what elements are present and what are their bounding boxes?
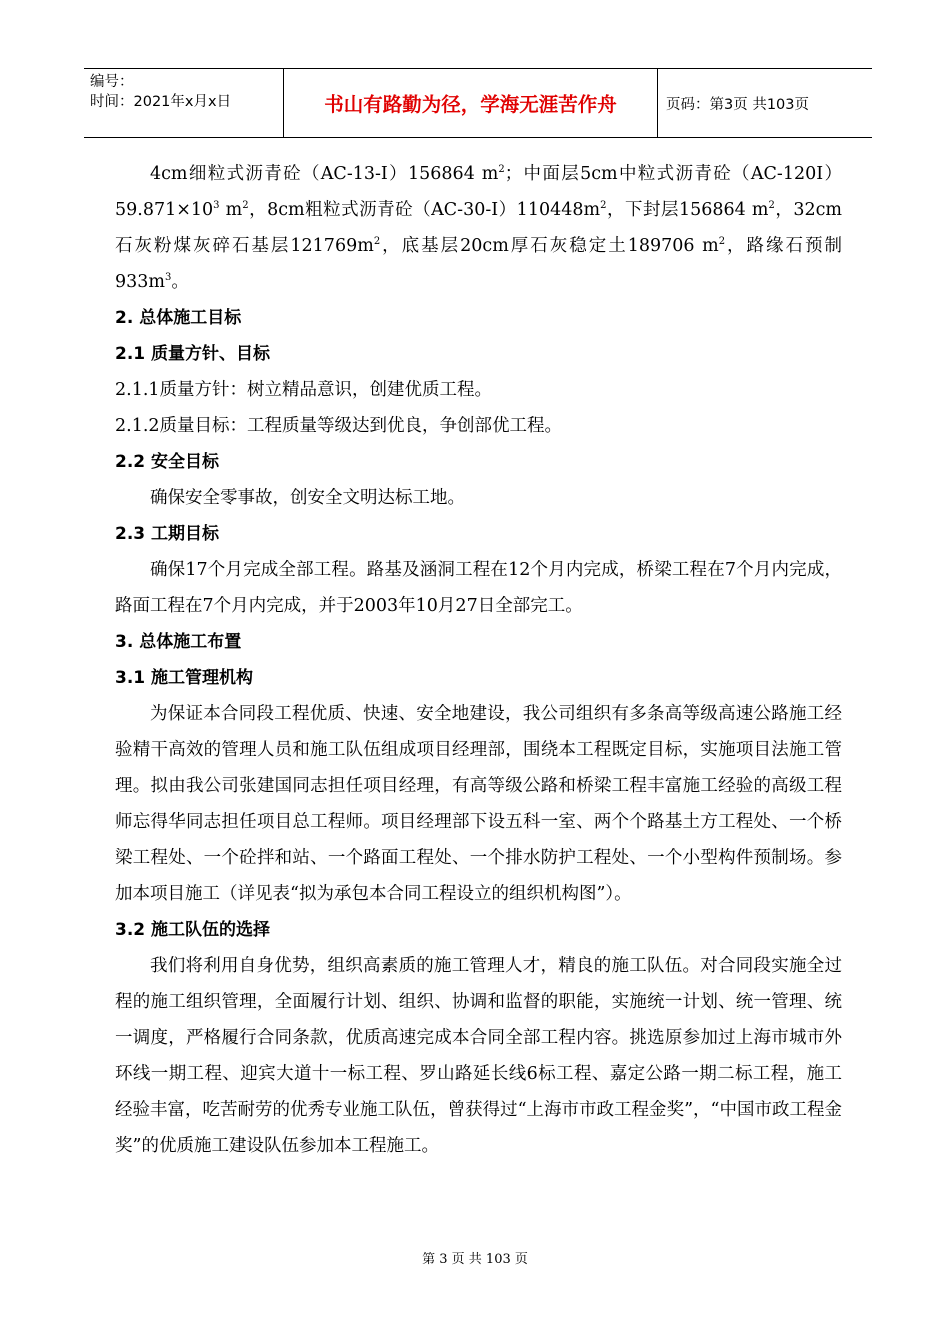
superscript: 3 xyxy=(213,200,220,212)
text-span: ，8cm粗粒式沥青砼（AC-30-I）110448m xyxy=(248,200,601,220)
text-quality-policy: 2.1.1质量方针：树立精品意识，创建优质工程。 xyxy=(115,380,493,400)
text-span: ，下封层156864 m xyxy=(606,200,769,220)
text-span: ；中面层5cm中粒式沥青砼（AC-120I）59.871×10 xyxy=(115,164,842,220)
heading-section-3-2: 3.2 施工队伍的选择 xyxy=(115,920,271,940)
text-quality-target: 2.1.2质量目标：工程质量等级达到优良，争创部优工程。 xyxy=(115,416,563,436)
text-span: ，32cm石灰粉煤灰碎石基层121769m xyxy=(115,200,842,256)
header-motto: 书山有路勤为径，学海无涯苦作舟 xyxy=(284,69,658,137)
text-safety-target: 确保安全零事故，创安全文明达标工地。 xyxy=(150,488,465,508)
page-header xyxy=(84,68,872,138)
text-schedule-target: 确保17个月完成全部工程。路基及涵洞工程在12个月内完成，桥梁工程在7个月内完成，路面工程在7个月内完成，并于2003年10月27日全部完工。 xyxy=(115,560,842,616)
text-span: ，路缘石预制933m xyxy=(115,236,843,292)
heading-section-3: 3. 总体施工布置 xyxy=(115,632,242,652)
superscript: 2 xyxy=(718,236,726,248)
superscript: 2 xyxy=(600,200,607,212)
superscript: 3 xyxy=(165,272,172,284)
text-span: ，底基层20cm厚石灰稳定土189706 m xyxy=(380,236,719,256)
page-footer: 第 3 页 共 103 页 xyxy=(422,1252,528,1267)
header-info xyxy=(84,69,284,137)
heading-section-3-1: 3.1 施工管理机构 xyxy=(115,668,254,688)
heading-section-2-3: 2.3 工期目标 xyxy=(115,524,220,544)
heading-section-2-1: 2.1 质量方针、目标 xyxy=(115,344,271,364)
text-span: 4cm细粒式沥青砼（AC-13-I）156864 m xyxy=(150,164,499,184)
heading-section-2-2: 2.2 安全目标 xyxy=(115,452,220,472)
date-label: 时间：2021年x月x日 xyxy=(90,94,232,110)
document-body xyxy=(115,156,842,1164)
heading-section-2: 2. 总体施工目标 xyxy=(115,308,242,328)
intro-paragraph xyxy=(115,156,842,300)
text-team-selection: 我们将利用自身优势，组织高素质的施工管理人才，精良的施工队伍。对合同段实施全过程的施工组织管理，全面履行计划、组织、协调和监督的职能，实施统一计划、统一管理、统一调度，严格履行合同条款，优质高速完成本合同全部工程内容。挑选原参加过上海市城市外环线一期工程、迎宾大道十一标工程、罗山路延长线6标工程、嘉定公路一期二标工程，施工经验丰富，吃苦耐劳的优秀专业施工队伍，曾获得过“上海市市政工程金奖”，“中国市政工程金奖”的优质施工建设队伍参加本工程施工。 xyxy=(115,956,842,1156)
superscript: 2 xyxy=(373,236,381,248)
superscript: 2 xyxy=(768,200,775,212)
text-management-structure: 为保证本合同段工程优质、快速、安全地建设，我公司组织有多条高等级高速公路施工经验精干高效的管理人员和施工队伍组成项目经理部，围绕本工程既定目标，实施项目法施工管理。拟由我公司张建国同志担任项目经理，有高等级公路和桥梁工程丰富施工经验的高级工程师忘得华同志担任项目总工程师。项目经理部下设五科一室、两个个路基土方工程处、一个桥梁工程处、一个砼拌和站、一个路面工程处、一个排水防护工程处、一个小型构件预制场。参加本项目施工（详见表“拟为承包本合同工程设立的组织机构图”）。 xyxy=(115,704,842,904)
header-page-number: 页码：第3页 共103页 xyxy=(666,96,810,113)
superscript: 2 xyxy=(498,164,505,176)
code-label: 编号： xyxy=(90,74,134,90)
superscript: 2 xyxy=(242,200,249,212)
text-span: m xyxy=(219,200,243,220)
text-span: 。 xyxy=(171,272,189,292)
